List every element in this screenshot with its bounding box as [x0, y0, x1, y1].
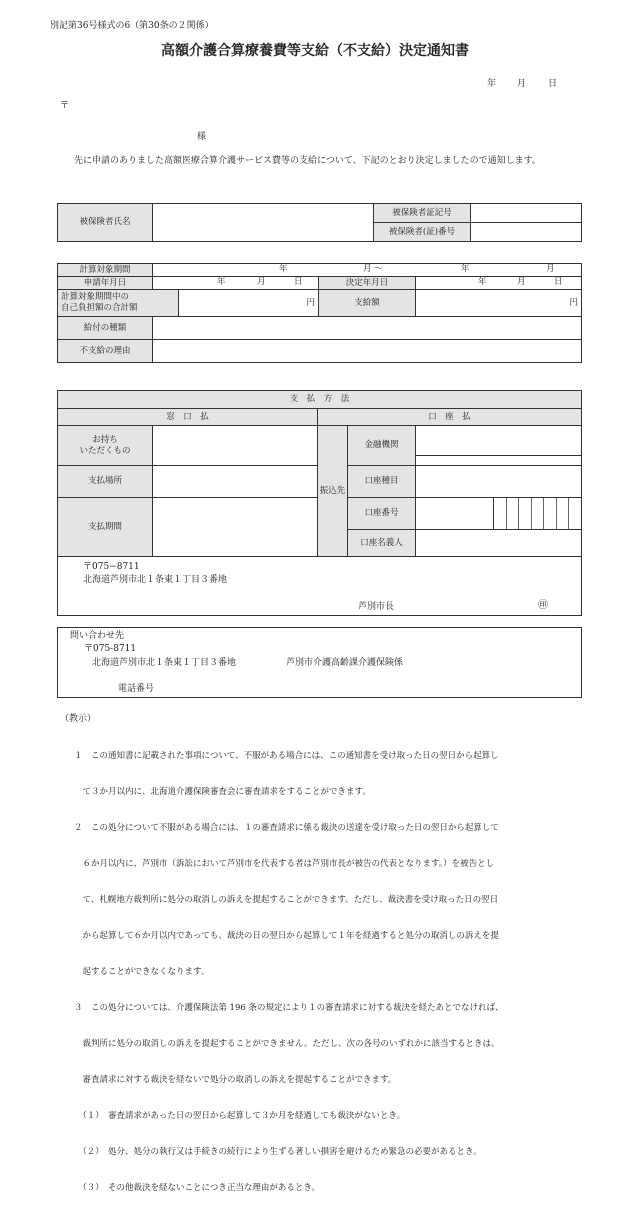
note-line: て、札幌地方裁判所に処分の取消しの訴えを提起することができます。ただし、裁決書を受け取った日の翌日: [74, 895, 499, 905]
window-payment-header: 窓 口 払: [58, 409, 318, 426]
selfpay-total-value: 円: [179, 290, 319, 317]
selfpay-label-line2: 自己負担額の合計額: [61, 303, 138, 313]
account-number-value-a: [416, 498, 494, 530]
note-line: （１） 審査請求があった日の翌日から起算して３か月を経過しても裁決がないとき。: [74, 1111, 406, 1121]
calc-period-value: [153, 264, 582, 277]
insured-table: [57, 203, 582, 242]
issuer-address: 北海道芦別市北１条東１丁目３番地: [83, 575, 228, 585]
decide-year: 年: [478, 277, 487, 287]
period-month-1: 月 〜: [363, 264, 383, 274]
payment-place-value: [153, 466, 318, 498]
insured-card-value: [471, 204, 582, 223]
apply-year: 年: [217, 277, 226, 287]
bank-label: 金融機関: [348, 426, 416, 466]
items-to-bring-label: [58, 426, 153, 466]
note-line: から起算して６か月以内であっても、裁決の日の翌日から起算して１年を経過すると処分の取消しの訴えを提: [74, 931, 499, 941]
form-reference: 別記第36号様式の6（第30条の２関係）: [50, 21, 214, 31]
account-holder-label: 口座名義人: [348, 530, 416, 557]
period-year-1: 年: [279, 264, 288, 274]
date-month-label: 月: [517, 79, 527, 89]
calculation-table: [57, 263, 582, 363]
apply-day: 日: [294, 277, 303, 287]
contact-box: [57, 627, 582, 698]
note-line: （２） 処分、処分の執行又は手続きの続行により生ずる著しい損害を避けるため緊急の必要があるとき。: [74, 1147, 482, 1157]
note-line: ６か月以内に、芦別市（訴訟において芦別市を代表する者は芦別市長が被告の代表となります。）を被告とし: [74, 859, 495, 869]
issuer-mayor: 芦別市長: [358, 602, 395, 612]
intro-text: 先に申請のありました高額医療合算介護サービス費等の支給について、下記のとおり決定しましたので通知します。: [74, 156, 541, 166]
bank-value-1: [416, 426, 582, 456]
note-line: 裁判所に処分の取消しの訴えを提起することができません。ただし、次の各号のいずれかに該当するときは、: [74, 1039, 500, 1049]
payment-method-header: 支 払 方 法: [58, 391, 582, 409]
account-type-value: [416, 466, 582, 498]
contact-department: 芦別市介護高齢課介護保険係: [286, 658, 404, 668]
items-label-line1: お持ち: [92, 434, 118, 445]
items-to-bring-value: [153, 426, 318, 466]
notes-body: [74, 726, 594, 1206]
decide-date-label: 決定年月日: [319, 277, 416, 290]
payment-method-table: [57, 390, 582, 557]
period-year-2: 年: [461, 264, 470, 274]
account-number-digits: [494, 498, 582, 530]
addressee-honorific: 様: [197, 132, 207, 142]
insured-card-label: 被保険者証記号: [374, 204, 471, 223]
insured-name-value: [153, 204, 374, 242]
note-line: 審査請求に対する裁決を経ないで処分の取消しの訴えを提起することができます。: [74, 1075, 397, 1085]
note-line: １ この通知書に記載された事項について、不服がある場合には、この通知書を受け取った日の翌日から起算し: [74, 751, 499, 761]
document-title: 高額介護合算療養費等支給（不支給）決定通知書: [161, 43, 469, 59]
issuer-box: [57, 556, 582, 616]
apply-date-label: 申請年月日: [58, 277, 153, 290]
account-type-label: 口座種目: [348, 466, 416, 498]
apply-month: 月: [257, 277, 266, 287]
contact-phone-label: 電話番号: [118, 684, 155, 694]
date-year-label: 年: [487, 79, 497, 89]
seal-mark: ㊞: [538, 600, 548, 611]
decide-day: 日: [554, 277, 563, 287]
account-holder-value: [416, 530, 582, 557]
account-number-label: 口座番号: [348, 498, 416, 530]
contact-label: 問い合わせ先: [70, 631, 125, 641]
payment-amount-value: 円: [416, 290, 582, 317]
period-month-2: 月: [546, 264, 555, 274]
apply-date-value: [153, 277, 319, 290]
benefit-type-label: 給付の種類: [58, 317, 153, 340]
benefit-type-value: [153, 317, 582, 340]
note-line: ２ この処分について不服がある場合には、１の審査請求に係る裁決の送達を受け取った日の翌日から起算して: [74, 823, 499, 833]
payment-period-label: 支払期間: [58, 498, 153, 557]
contact-postal: 〒075-8711: [84, 644, 137, 654]
decide-month: 月: [517, 277, 526, 287]
payment-place-label: 支払場所: [58, 466, 153, 498]
calc-period-label: 計算対象期間: [58, 264, 153, 277]
items-label-line2: いただくもの: [79, 445, 131, 456]
note-line: 起することができなくなります。: [74, 967, 210, 977]
decide-date-value: [416, 277, 582, 290]
contact-address: 北海道芦別市北１条東１丁目３番地: [92, 658, 237, 668]
payment-amount-label: 支給額: [319, 290, 416, 317]
nonpayment-reason-value: [153, 340, 582, 363]
selfpay-total-label: [58, 290, 179, 317]
notes-heading: （教示）: [60, 714, 97, 724]
date-day-label: 日: [548, 79, 558, 89]
note-line: （３） その他裁決を経ないことにつき正当な理由があるとき。: [74, 1183, 320, 1193]
account-payment-header: 口 座 払: [318, 409, 582, 426]
issuer-postal: 〒075−8711: [83, 562, 140, 572]
bank-value-2: [416, 456, 582, 466]
postal-mark: 〒: [60, 101, 70, 111]
insured-number-label: 被保険者(証)番号: [374, 223, 471, 242]
transfer-label: 振込先: [318, 426, 348, 557]
insured-name-label: 被保険者氏名: [58, 204, 153, 242]
note-line: て３か月以内に、北海道介護保険審査会に審査請求をすることができます。: [74, 787, 371, 797]
payment-period-value: [153, 498, 318, 557]
note-line: ３ この処分については、介護保険法第 196 条の規定により１の審査請求に対する裁決を経たあとでなければ、: [74, 1003, 504, 1013]
selfpay-label-line1: 計算対象期間中の: [61, 292, 130, 302]
nonpayment-reason-label: 不支給の理由: [58, 340, 153, 363]
insured-number-value: [471, 223, 582, 242]
